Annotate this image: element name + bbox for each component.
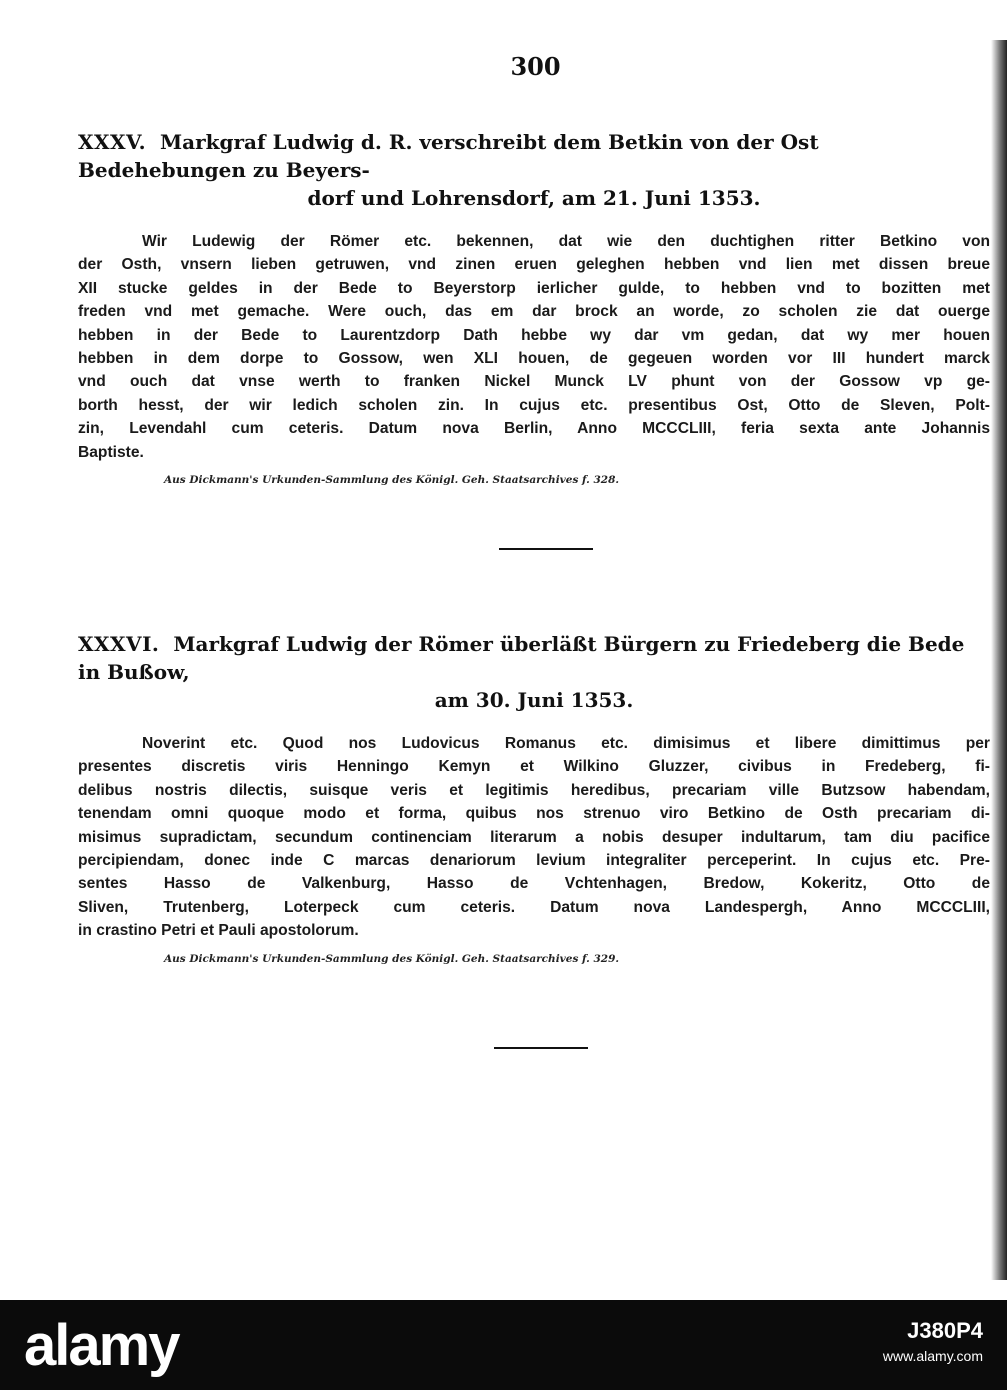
body-line: freden vnd met gemache. Were ouch, das em dar brock an worde, zo scholen zie dat ouerge [78,303,990,321]
section-heading [78,128,990,212]
body-line: misimus supradictam, secundum continenciam literarum a nobis desuper indultarum, tam diu pacifice [78,828,990,846]
document-section-35 [78,128,990,486]
document-section-36 [78,630,990,965]
section-title-line2: am 30. Juni 1353. [434,688,634,712]
section-numeral: XXXV. [78,130,147,154]
section-heading [78,630,990,714]
source-citation: Aus Dickmann's Urkunden-Sammlung des Königl. Geh. Staatsarchives f. 328. [164,474,620,487]
body-line: Baptiste. [78,443,144,461]
brand-logo: alamy [24,1313,179,1378]
section-divider [499,548,593,550]
section-title-line1: Markgraf Ludwig d. R. verschreibt dem Betkin von der Ost Bedehebungen zu Beyers- [78,130,819,182]
body-line: Sliven, Trutenberg, Loterpeck cum ceteris. Datum nova Landespergh, Anno MCCCLIII, [78,898,990,916]
body-line: der Osth, vnsern lieben getruwen, vnd zinen eruen geleghen hebben vnd lien met dissen breue [78,256,990,274]
image-id: J380P4 [907,1318,983,1343]
site-url: www.alamy.com [882,1348,983,1364]
body-line: zin, Levendahl cum ceteris. Datum nova Berlin, Anno MCCCLIII, feria sexta ante Johannis [78,420,990,438]
body-line: sentes Hasso de Valkenburg, Hasso de Vchtenhagen, Bredow, Kokeritz, Otto de [78,875,990,893]
section-body [78,732,990,943]
body-line: in crastino Petri et Pauli apostolorum. [78,922,359,940]
page-edge-shadow [991,40,1007,1280]
body-line: XII stucke geldes in der Bede to Beyerstorp ierlicher gulde, to hebben vnd to bozitten met [78,279,990,297]
section-divider [494,1047,588,1049]
body-line: vnd ouch dat vnse werth to franken Nickel Munck LV phunt von der Gossow vp ge- [78,373,990,391]
body-line: hebben in der Bede to Laurentzdorp Dath hebbe wy dar vm gedan, dat wy mer houen [78,326,990,344]
body-line: hebben in dem dorpe to Gossow, wen XLI houen, de gegeuen worden vor III hundert marck [78,350,990,368]
source-citation: Aus Dickmann's Urkunden-Sammlung des Königl. Geh. Staatsarchives f. 329. [164,952,620,965]
body-line: percipiendam, donec inde C marcas denariorum levium integraliter perceperint. In cujus etc. Pre- [78,852,990,870]
section-title-line1: Markgraf Ludwig der Römer überläßt Bürgern zu Friedeberg die Bede in Bußow, [78,632,965,684]
watermark-banner [0,1300,1007,1390]
section-title-line2: dorf und Lohrensdorf, am 21. Juni 1353. [307,186,761,210]
body-line: presentes discretis viris Henningo Kemyn et Wilkino Gluzzer, civibus in Fredeberg, fi- [78,758,990,776]
body-line: Wir Ludewig der Römer etc. bekennen, dat wie den duchtighen ritter Betkino von [142,233,990,250]
body-line: tenendam omni quoque modo et forma, quibus nos strenuo viro Betkino de Osth precariam di- [78,805,990,823]
page-number: 300 [510,52,561,81]
body-line: delibus nostris dilectis, suisque veris et legitimis heredibus, precariam ville Butzsow habendam, [78,781,990,799]
body-line: borth hesst, der wir ledich scholen zin. In cujus etc. presentibus Ost, Otto de Sleven, Polt- [78,396,990,414]
section-numeral: XXXVI. [78,632,160,656]
body-line: Noverint etc. Quod nos Ludovicus Romanus etc. dimisimus et libere dimittimus per [142,735,990,752]
section-body [78,230,990,464]
banner-meta [883,1318,983,1364]
